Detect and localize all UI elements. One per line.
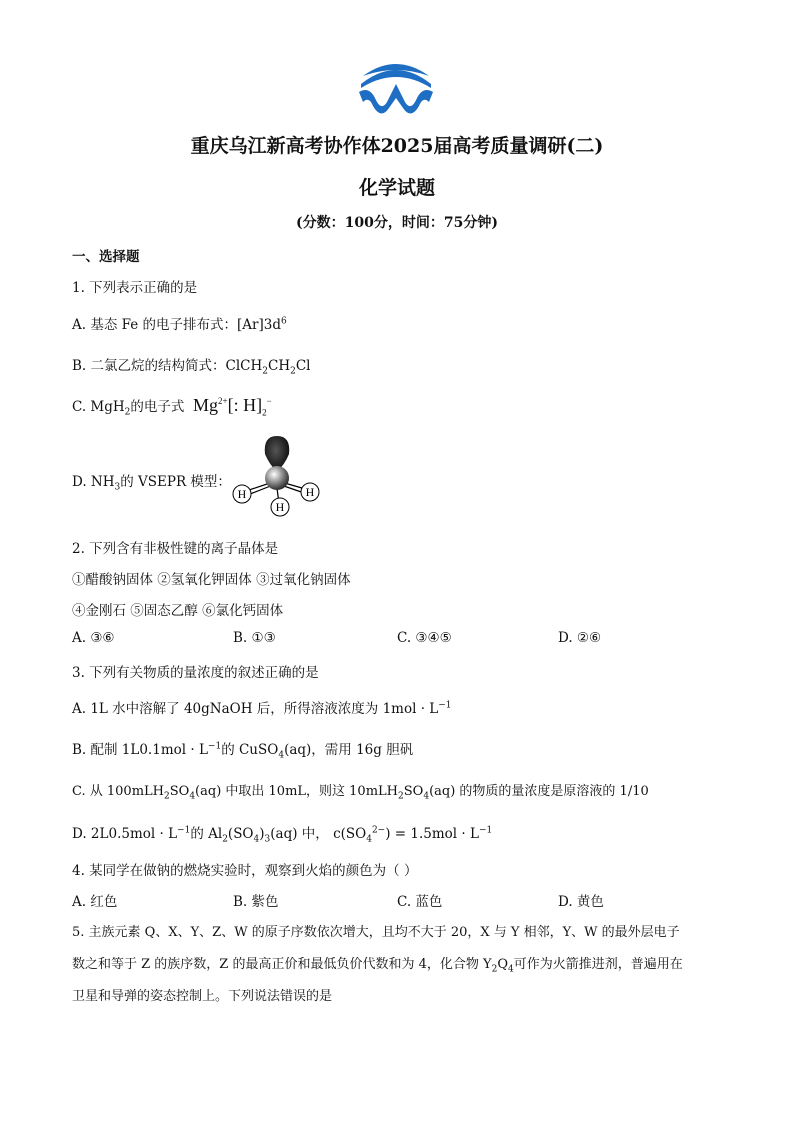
exam-title: 重庆乌江新高考协作体2025届高考质量调研(二) bbox=[190, 135, 604, 157]
q4-option-a: A. 红色 bbox=[72, 894, 118, 910]
logo-icon bbox=[357, 62, 435, 122]
h-atom-left: H bbox=[237, 487, 247, 501]
h-atom-bottom: H bbox=[275, 500, 285, 514]
q1-option-b: B. 二氯乙烷的结构简式：$ClCH_2CH_2Cl$ bbox=[72, 358, 311, 377]
q4-stem: 4. 某同学在做钠的燃烧实验时，观察到火焰的颜色为（ ） bbox=[72, 863, 418, 879]
q4-option-b: B. 紫色 bbox=[233, 894, 279, 910]
q2-option-c: C. ③④⑤ bbox=[397, 630, 452, 646]
q1-option-d: D. $NH_3$的 VSEPR 模型： bbox=[72, 474, 231, 493]
q3-option-b: B. 配制 $1L0.1mol \cdot L^{-1}$的 CuSO$_4$(aq)，需用 16g 胆矾 bbox=[72, 741, 414, 761]
q2-stem: 2. 下列含有非极性键的离子晶体是 bbox=[72, 541, 279, 557]
q1-stem: 1. 下列表示正确的是 bbox=[72, 280, 198, 296]
exam-subject: 化学试题 bbox=[358, 177, 435, 199]
q3-option-a: A. 1L 水中溶解了 40gNaOH 后，所得溶液浓度为 $1mol \cdot L^{-1}$ bbox=[72, 700, 452, 717]
q3-option-d: D. $2L0.5mol \cdot L^{-1}$的 $Al_2(SO_4)_3(aq)$ 中， $c(SO_4^{2-}) = 1.5mol \cdot L^{-1}$ bbox=[72, 825, 493, 845]
score-time: (分数：100分，时间：75分钟) bbox=[296, 215, 498, 231]
q5-line-1: 5. 主族元素 Q、X、Y、Z、W 的原子序数依次增大，且均不大于 20，X 与 Y 相邻，Y、W 的最外层电子 bbox=[72, 925, 680, 940]
mgh2-formula: $Mg^{2+}$[: $H]_2^-$ bbox=[193, 395, 272, 418]
q3-option-c: C. 从 $100mLH_2SO_4(aq)$ 中取出 10mL，则这 $10mLH_2SO_4(aq)$ 的物质的量浓度是原溶液的 1/10 bbox=[72, 784, 649, 802]
q2-option-a: A. ③⑥ bbox=[72, 630, 115, 646]
q1-option-a: A. 基态 Fe 的电子排布式：$[Ar]3d^6$ bbox=[72, 316, 287, 333]
h-atom-right: H bbox=[305, 485, 315, 499]
section-heading: 一、选择题 bbox=[72, 249, 140, 265]
q2-list-1: ①醋酸钠固体 ②氢氧化钾固体 ③过氧化钠固体 bbox=[72, 572, 351, 588]
q4-option-c: C. 蓝色 bbox=[397, 894, 443, 910]
q5-line-3: 卫星和导弹的姿态控制上。下列说法错误的是 bbox=[72, 989, 333, 1004]
q2-option-d: D. ②⑥ bbox=[558, 630, 602, 646]
vsepr-model-icon bbox=[229, 432, 325, 518]
q1-option-c: C. MgH$_2$的电子式 $Mg^{2+}$[: $H]_2^-$ bbox=[72, 395, 272, 418]
q2-list-2: ④金刚石 ⑤固态乙醇 ⑥氯化钙固体 bbox=[72, 603, 284, 619]
q5-line-2: 数之和等于 Z 的族序数，Z 的最高正价和最低负价代数和为 4，化合物 $Y_2Q_4$可作为火箭推进剂，普遍用在 bbox=[72, 957, 683, 975]
q3-stem: 3. 下列有关物质的量浓度的叙述正确的是 bbox=[72, 665, 319, 681]
q2-option-b: B. ①③ bbox=[233, 630, 276, 646]
q4-option-d: D. 黄色 bbox=[558, 894, 604, 910]
